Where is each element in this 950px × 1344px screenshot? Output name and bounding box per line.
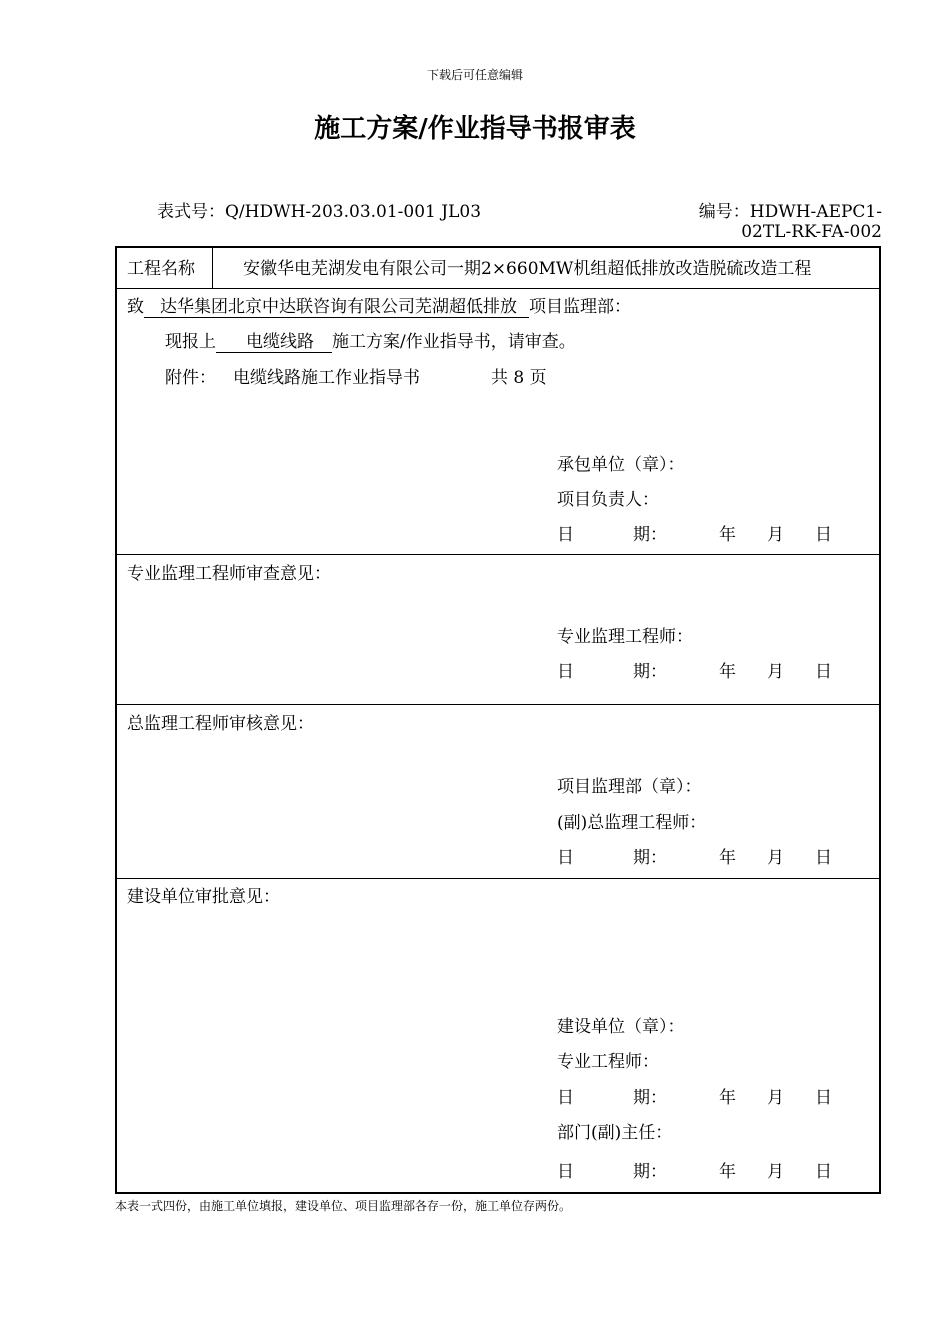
date-year: 年 <box>719 662 736 682</box>
date-month: 月 <box>767 1088 784 1108</box>
date-month: 月 <box>767 525 784 545</box>
contractor-seal-label: 承包单位（章）： <box>557 455 685 475</box>
date-day: 日 <box>815 662 832 682</box>
document-number-line-2: 02TL-RK-FA-002 <box>741 222 882 242</box>
addressee-org: 达华集团北京中达联咨询有限公司芜湖超低排放 <box>144 292 529 318</box>
date-qi: 期： <box>633 662 667 682</box>
date-year: 年 <box>719 1162 736 1182</box>
row-divider <box>117 878 879 879</box>
submitted-item: 电缆线路 <box>216 327 332 353</box>
addressee-line <box>127 292 631 318</box>
review-form-table <box>115 246 881 1194</box>
header-note: 下载后可任意编辑 <box>426 68 523 82</box>
attachment-name: 电缆线路施工作业指导书 <box>233 368 420 388</box>
date-day: 日 <box>815 1162 832 1182</box>
date-year: 年 <box>719 525 736 545</box>
submit-suffix: 施工方案/作业指导书，请审查。 <box>332 332 576 352</box>
submit-prefix: 现报上 <box>165 332 216 352</box>
submission-line <box>165 327 576 353</box>
date-month: 月 <box>767 662 784 682</box>
project-name-value: 安徽华电芜湖发电有限公司一期2×660MW机组超低排放改造脱硫改造工程 <box>243 259 812 279</box>
owner-engineer-label: 专业工程师： <box>557 1052 659 1072</box>
date-year: 年 <box>719 1088 736 1108</box>
attachment-label: 附件： <box>165 368 216 388</box>
document-number-line-1: 编号：HDWH-AEPC1- <box>698 202 882 222</box>
date-year: 年 <box>719 848 736 868</box>
date-ri: 日 <box>557 848 574 868</box>
owner-approval-heading: 建设单位审批意见： <box>127 887 280 907</box>
date-day: 日 <box>815 1088 832 1108</box>
date-ri: 日 <box>557 662 574 682</box>
row-divider <box>117 704 879 705</box>
page-title: 施工方案/作业指导书报审表 <box>314 114 636 144</box>
date-qi: 期： <box>633 1088 667 1108</box>
date-qi: 期： <box>633 1162 667 1182</box>
date-qi: 期： <box>633 848 667 868</box>
specialist-review-heading: 专业监理工程师审查意见： <box>127 564 331 584</box>
row-divider <box>117 554 879 555</box>
specialist-engineer-label: 专业监理工程师： <box>557 627 693 647</box>
attachment-pages: 共 8 页 <box>491 368 547 388</box>
date-day: 日 <box>815 848 832 868</box>
project-name-label: 工程名称 <box>127 259 195 279</box>
to-suffix: 项目监理部： <box>529 297 631 317</box>
form-number: 表式号：Q/HDWH-203.03.01-001 JL03 <box>157 202 482 222</box>
row-divider <box>117 288 879 289</box>
footnote: 本表一式四份，由施工单位填报，建设单位、项目监理部各存一份，施工单位存两份。 <box>115 1199 572 1213</box>
column-divider <box>212 248 213 288</box>
supervision-dept-seal-label: 项目监理部（章）： <box>557 777 702 797</box>
chief-review-heading: 总监理工程师审核意见： <box>127 714 314 734</box>
date-ri: 日 <box>557 1162 574 1182</box>
date-ri: 日 <box>557 1088 574 1108</box>
date-ri: 日 <box>557 525 574 545</box>
dept-director-label: 部门(副)主任： <box>557 1123 673 1143</box>
owner-seal-label: 建设单位（章）： <box>557 1017 685 1037</box>
date-day: 日 <box>815 525 832 545</box>
date-qi: 期： <box>633 525 667 545</box>
date-month: 月 <box>767 848 784 868</box>
date-month: 月 <box>767 1162 784 1182</box>
project-manager-label: 项目负责人： <box>557 490 659 510</box>
chief-engineer-label: (副)总监理工程师： <box>557 813 707 833</box>
to-prefix: 致 <box>127 297 144 317</box>
